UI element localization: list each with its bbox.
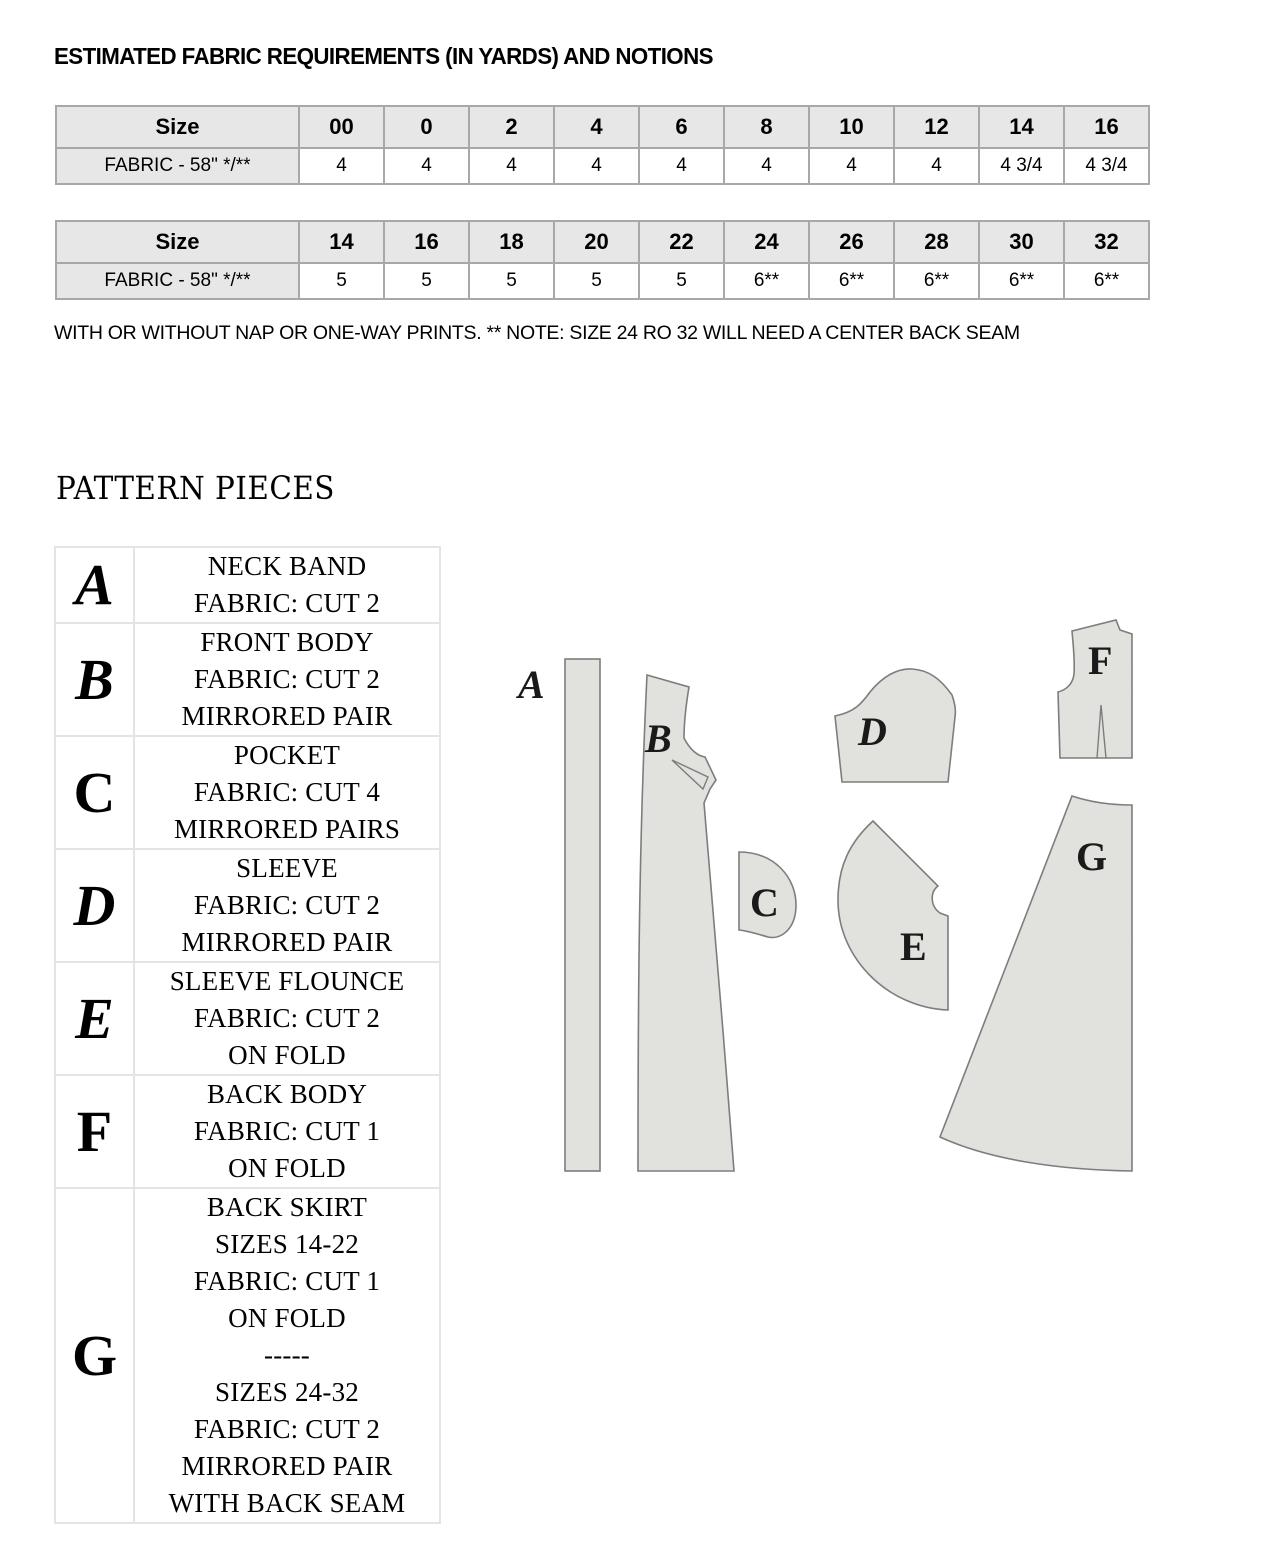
piece-desc-line: FABRIC: CUT 2 — [193, 1003, 381, 1033]
yardage-cell: 5 — [469, 263, 554, 299]
fabric-note: WITH OR WITHOUT NAP OR ONE-WAY PRINTS. ** NOTE: SIZE 24 RO 32 WILL NEED A CENTER BACK SEAM — [54, 322, 1020, 344]
piece-desc-line: FABRIC: CUT 1 — [193, 1266, 381, 1296]
size-cell: 14 — [299, 221, 384, 263]
size-header-label: Size — [56, 221, 299, 263]
piece-f-back-body — [1058, 620, 1132, 758]
yardage-cell: 5 — [299, 263, 384, 299]
piece-row-d — [55, 849, 440, 962]
yardage-cell: 4 — [809, 148, 894, 184]
piece-desc-line: ON FOLD — [228, 1303, 346, 1333]
fabric-row-label: FABRIC - 58" */** — [56, 263, 299, 299]
yardage-cell: 6** — [724, 263, 809, 299]
yardage-cell: 6** — [979, 263, 1064, 299]
fabric-row-label: FABRIC - 58" */** — [56, 148, 299, 184]
fabric-yardage-row — [56, 148, 1149, 184]
piece-row-e — [55, 962, 440, 1075]
fabric-table-sizes-00-16 — [55, 105, 1150, 185]
piece-letter: C — [55, 736, 134, 849]
size-cell: 16 — [1064, 106, 1149, 148]
yardage-cell: 4 3/4 — [979, 148, 1064, 184]
piece-desc-line: FABRIC: CUT 2 — [193, 588, 381, 618]
piece-desc-line: ON FOLD — [228, 1040, 346, 1070]
piece-desc-line: BACK SKIRT — [206, 1192, 368, 1222]
size-cell: 2 — [469, 106, 554, 148]
piece-d-sleeve — [835, 669, 955, 782]
size-cell: 8 — [724, 106, 809, 148]
fabric-table-sizes-14-32 — [55, 220, 1150, 300]
size-cell: 14 — [979, 106, 1064, 148]
yardage-cell: 4 3/4 — [1064, 148, 1149, 184]
piece-desc-line: MIRRORED PAIR — [181, 701, 393, 731]
piece-description — [134, 736, 440, 849]
yardage-cell: 5 — [554, 263, 639, 299]
piece-c-label: C — [750, 880, 779, 925]
size-cell: 32 — [1064, 221, 1149, 263]
piece-f-label: F — [1088, 638, 1113, 683]
size-cell: 4 — [554, 106, 639, 148]
piece-desc-line: SIZES 14-22 — [215, 1229, 359, 1259]
size-cell: 20 — [554, 221, 639, 263]
piece-desc-line: FABRIC: CUT 2 — [193, 1414, 381, 1444]
piece-d-label: D — [858, 709, 887, 754]
yardage-cell: 4 — [724, 148, 809, 184]
yardage-cell: 6** — [894, 263, 979, 299]
piece-a-neck-band — [515, 659, 600, 1171]
piece-letter: B — [55, 623, 134, 736]
piece-letter: A — [55, 547, 134, 623]
yardage-cell: 4 — [894, 148, 979, 184]
yardage-cell: 5 — [384, 263, 469, 299]
piece-desc-line: SLEEVE FLOUNCE — [169, 966, 405, 996]
piece-c-pocket — [739, 852, 796, 937]
piece-row-f — [55, 1075, 440, 1188]
piece-desc-line: FABRIC: CUT 2 — [193, 890, 381, 920]
yardage-cell: 4 — [469, 148, 554, 184]
piece-desc-line: SIZES 24-32 — [215, 1377, 359, 1407]
pattern-pieces-table — [54, 546, 441, 1524]
piece-desc-line: MIRRORED PAIR — [181, 1451, 393, 1481]
piece-desc-line: WITH BACK SEAM — [168, 1488, 406, 1518]
size-cell: 30 — [979, 221, 1064, 263]
piece-row-c — [55, 736, 440, 849]
size-cell: 26 — [809, 221, 894, 263]
piece-description — [134, 1075, 440, 1188]
piece-letter: D — [55, 849, 134, 962]
size-cell: 16 — [384, 221, 469, 263]
piece-description — [134, 623, 440, 736]
piece-desc-line: BACK BODY — [206, 1079, 368, 1109]
piece-row-b — [55, 623, 440, 736]
size-header-row — [56, 221, 1149, 263]
fabric-requirements-heading: ESTIMATED FABRIC REQUIREMENTS (IN YARDS) AND NOTIONS — [54, 43, 713, 69]
yardage-cell: 4 — [299, 148, 384, 184]
yardage-cell: 6** — [809, 263, 894, 299]
piece-letter: F — [55, 1075, 134, 1188]
size-cell: 00 — [299, 106, 384, 148]
piece-desc-line: POCKET — [233, 740, 341, 770]
yardage-cell: 5 — [639, 263, 724, 299]
piece-row-g — [55, 1188, 440, 1523]
yardage-cell: 4 — [384, 148, 469, 184]
piece-b-label: B — [645, 716, 672, 761]
piece-a-label: A — [518, 662, 545, 707]
piece-desc-line: SLEEVE — [236, 853, 338, 883]
piece-g-back-skirt — [940, 796, 1132, 1171]
piece-b-front-body — [638, 675, 734, 1171]
piece-e-shape — [838, 821, 948, 1010]
yardage-cell: 4 — [639, 148, 724, 184]
size-cell: 24 — [724, 221, 809, 263]
piece-a-shape — [565, 659, 600, 1171]
size-header-label: Size — [56, 106, 299, 148]
piece-desc-line: FABRIC: CUT 4 — [193, 777, 381, 807]
pattern-pieces-title: PATTERN PIECES — [56, 469, 335, 507]
size-cell: 18 — [469, 221, 554, 263]
piece-description — [134, 849, 440, 962]
size-header-row — [56, 106, 1149, 148]
piece-desc-line: FRONT BODY — [200, 627, 374, 657]
size-cell: 6 — [639, 106, 724, 148]
piece-d-shape — [835, 669, 955, 782]
yardage-cell: 6** — [1064, 263, 1149, 299]
piece-description — [134, 1188, 440, 1523]
size-cell: 10 — [809, 106, 894, 148]
piece-desc-line: FABRIC: CUT 1 — [193, 1116, 381, 1146]
piece-letter: E — [55, 962, 134, 1075]
yardage-cell: 4 — [554, 148, 639, 184]
piece-description — [134, 547, 440, 623]
size-cell: 0 — [384, 106, 469, 148]
size-cell: 12 — [894, 106, 979, 148]
piece-desc-separator: ----- — [264, 1340, 310, 1370]
piece-desc-line: FABRIC: CUT 2 — [193, 664, 381, 694]
size-cell: 22 — [639, 221, 724, 263]
piece-desc-line: NECK BAND — [207, 551, 367, 581]
piece-letter: G — [55, 1188, 134, 1523]
piece-e-sleeve-flounce — [838, 821, 948, 1010]
piece-g-label: G — [1076, 834, 1108, 879]
piece-description — [134, 962, 440, 1075]
piece-desc-line: ON FOLD — [228, 1153, 346, 1183]
piece-desc-line: MIRRORED PAIRS — [173, 814, 401, 844]
piece-desc-line: MIRRORED PAIR — [181, 927, 393, 957]
piece-row-a — [55, 547, 440, 623]
pattern-layout-diagram — [500, 600, 1180, 1200]
fabric-yardage-row — [56, 263, 1149, 299]
piece-e-label: E — [900, 924, 927, 969]
size-cell: 28 — [894, 221, 979, 263]
